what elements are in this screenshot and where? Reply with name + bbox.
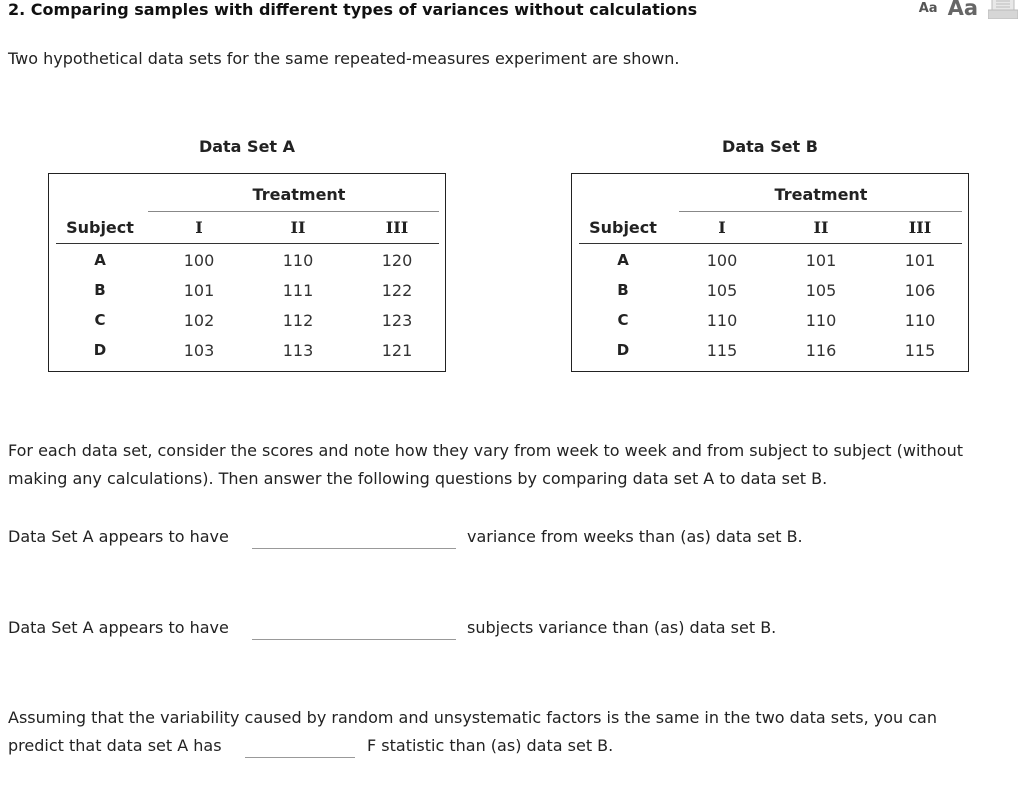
subject-label: A — [94, 251, 106, 269]
table-cell: 123 — [381, 311, 413, 330]
question-1-prefix: Data Set A appears to have — [8, 527, 229, 546]
subject-label: A — [617, 251, 629, 269]
treatment-header: I — [195, 218, 203, 237]
table-cell: 101 — [904, 251, 936, 270]
question-2-answer-dropdown[interactable] — [252, 639, 456, 640]
treatment-divider — [679, 211, 962, 212]
table-cell: 110 — [805, 311, 837, 330]
table-cell: 100 — [183, 251, 215, 270]
subject-header: Subject — [66, 218, 134, 237]
font-increase-button[interactable]: Aa — [947, 0, 978, 20]
table-cell: 111 — [282, 281, 314, 300]
table-cell: 103 — [183, 341, 215, 360]
treatment-header: I — [718, 218, 726, 237]
question-3-suffix: F statistic than (as) data set B. — [367, 736, 614, 755]
table-cell: 101 — [183, 281, 215, 300]
data-set-a-table — [48, 173, 446, 372]
data-set-b-table — [571, 173, 969, 372]
treatment-header: III — [908, 218, 932, 237]
table-cell: 116 — [805, 341, 837, 360]
treatment-header: II — [290, 218, 306, 237]
header-divider — [56, 243, 439, 244]
subject-label: D — [616, 341, 630, 359]
question-2-suffix: subjects variance than (as) data set B. — [467, 618, 777, 637]
table-cell: 122 — [381, 281, 413, 300]
treatment-header: III — [385, 218, 409, 237]
table-cell: 100 — [706, 251, 738, 270]
header-divider — [579, 243, 962, 244]
table-cell: 115 — [904, 341, 936, 360]
subject-label: B — [94, 281, 106, 299]
data-set-b-title: Data Set B — [722, 137, 818, 156]
treatment-divider — [148, 211, 439, 212]
table-cell: 105 — [706, 281, 738, 300]
question-1-suffix: variance from weeks than (as) data set B. — [467, 527, 803, 546]
table-cell: 110 — [706, 311, 738, 330]
subject-label: C — [94, 311, 106, 329]
table-cell: 101 — [805, 251, 837, 270]
table-cell: 120 — [381, 251, 413, 270]
table-cell: 115 — [706, 341, 738, 360]
instructions-text: For each data set, consider the scores and note how they vary from week to week and from subject to subject (without making any calculations). Then answer the following questions by comparing data set A to data set B. — [8, 441, 963, 488]
subject-header: Subject — [589, 218, 657, 237]
question-2-prefix: Data Set A appears to have — [8, 618, 229, 637]
question-3-answer-dropdown[interactable] — [245, 757, 355, 758]
question-title: 2. Comparing samples with different types of variances without calculations — [8, 0, 698, 19]
question-3-line1: Assuming that the variability caused by random and unsystematic factors is the same in the two data sets, you can — [8, 708, 937, 727]
question-1-answer-dropdown[interactable] — [252, 548, 456, 549]
treatment-label: Treatment — [774, 185, 868, 204]
table-cell: 110 — [282, 251, 314, 270]
table-cell: 121 — [381, 341, 413, 360]
treatment-label: Treatment — [252, 185, 346, 204]
intro-text: Two hypothetical data sets for the same repeated-measures experiment are shown. — [8, 49, 680, 68]
table-cell: 106 — [904, 281, 936, 300]
table-cell: 112 — [282, 311, 314, 330]
subject-label: C — [617, 311, 629, 329]
data-set-a-title: Data Set A — [198, 137, 296, 156]
question-3-prefix: predict that data set A has — [8, 736, 222, 755]
print-icon[interactable] — [988, 0, 1018, 19]
font-size-controls — [919, 0, 1018, 20]
table-cell: 105 — [805, 281, 837, 300]
table-cell: 102 — [183, 311, 215, 330]
table-cell: 113 — [282, 341, 314, 360]
subject-label: B — [617, 281, 629, 299]
subject-label: D — [93, 341, 107, 359]
treatment-header: II — [813, 218, 829, 237]
font-decrease-button[interactable]: Aa — [918, 0, 938, 16]
table-cell: 110 — [904, 311, 936, 330]
